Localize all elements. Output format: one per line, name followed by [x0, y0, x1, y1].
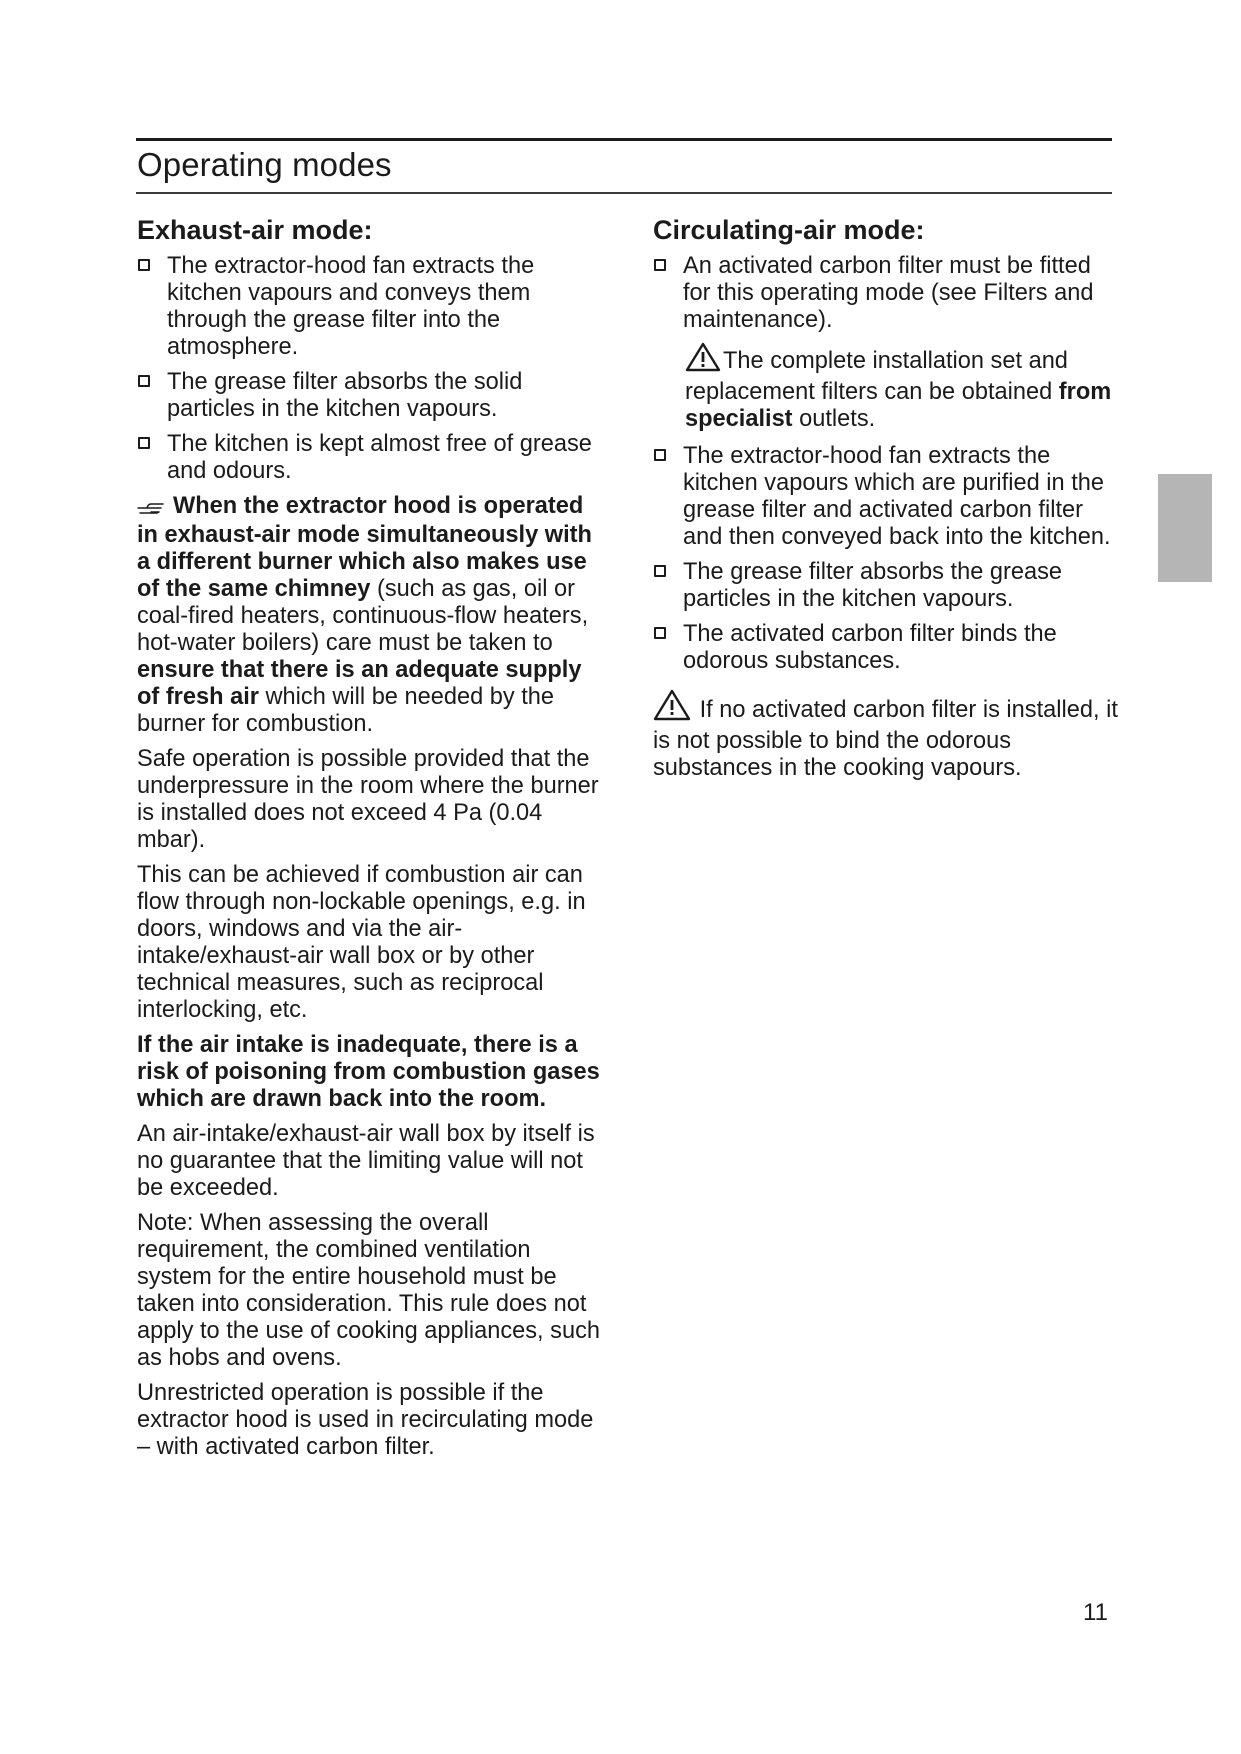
- exhaust-air-warning: When the extractor hood is operated in exhaust-air mode simultaneously with a different burner which also makes use of the same chimney (such as gas, oil or coal-fired heaters, continuous-flow heaters, hot-water boilers) care must be taken to ensure that there is an adequate supply of fresh air which will be needed by the burner for combustion.: [137, 493, 592, 737]
- list-item: The grease filter absorbs the solid particles in the kitchen vapours.: [137, 369, 603, 423]
- achieved-paragraph: This can be achieved if combustion air can flow through non-lockable openings, e.g. in doors, windows and via the air-intake/exhaust-air wall box or by other technical measures, such as reciprocal interlocking, etc.: [137, 862, 586, 1023]
- section-tab-marker: [1158, 474, 1212, 582]
- poisoning-risk-paragraph: If the air intake is inadequate, there is a risk of poisoning from combustion gases which are drawn back into the room.: [137, 1032, 600, 1112]
- warning-triangle-icon: [685, 342, 721, 379]
- circulating-air-heading: Circulating-air mode:: [653, 215, 925, 245]
- checkbox-icon: [654, 449, 666, 461]
- safe-operation-paragraph: Safe operation is possible provided that the underpressure in the room where the burner is installed does not exceed 4 Pa (0.04 mbar).: [137, 746, 599, 853]
- wall-box-paragraph: An air-intake/exhaust-air wall box by itself is no guarantee that the limiting value will not be exceeded.: [137, 1121, 595, 1201]
- header-rule-top: [136, 138, 1112, 141]
- checkbox-icon: [138, 375, 150, 387]
- checkbox-icon: [654, 627, 666, 639]
- page-title: Operating modes: [137, 146, 392, 183]
- list-item: An activated carbon filter must be fitted for this operating mode (see Filters and maintenance).: [653, 253, 1123, 334]
- exhaust-air-column: [137, 213, 603, 1469]
- no-carbon-filter-warning: If no activated carbon filter is installed, it is not possible to bind the odorous substances in the cooking vapours.: [653, 689, 1123, 782]
- list-item: The kitchen is kept almost free of grease and odours.: [137, 431, 603, 485]
- checkbox-icon: [654, 259, 666, 271]
- list-item: The extractor-hood fan extracts the kitchen vapours which are purified in the grease filter and activated carbon filter and then conveyed back into the kitchen.: [653, 443, 1123, 551]
- checkbox-icon: [138, 437, 150, 449]
- header-rule-bottom: [136, 192, 1112, 194]
- exhaust-air-heading: Exhaust-air mode:: [137, 215, 373, 245]
- checkbox-icon: [138, 259, 150, 271]
- checkbox-icon: [654, 565, 666, 577]
- unrestricted-paragraph: Unrestricted operation is possible if the extractor hood is used in recirculating mode – with activated carbon filter.: [137, 1380, 594, 1460]
- list-item: The extractor-hood fan extracts the kitchen vapours and conveys them through the grease filter into the atmosphere.: [137, 253, 603, 361]
- page-number: 11: [1083, 1599, 1108, 1626]
- note-paragraph: Note: When assessing the overall requirement, the combined ventilation system for the entire household must be taken into consideration. This rule does not apply to the use of cooking appliances, such as hobs and ovens.: [137, 1210, 601, 1371]
- warning-triangle-icon: [653, 689, 691, 728]
- circulating-air-column: [653, 213, 1123, 790]
- pointing-hand-icon: [137, 495, 167, 522]
- list-item: The activated carbon filter binds the odorous substances.: [653, 621, 1123, 675]
- installation-set-note: The complete installation set and replacement filters can be obtained from specialist outlets.: [653, 342, 1123, 433]
- list-item: The grease filter absorbs the grease particles in the kitchen vapours.: [653, 559, 1123, 613]
